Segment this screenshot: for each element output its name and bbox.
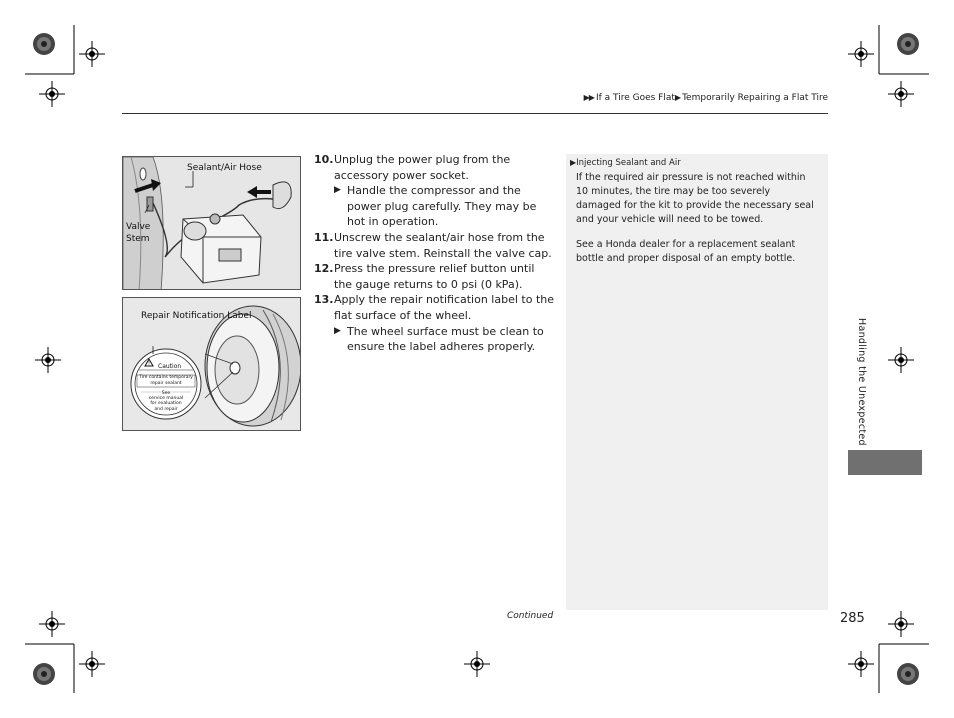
sticker-service-text [139,391,193,412]
sticker-line: service manual [148,396,184,402]
step-10 [314,152,554,183]
note-title [570,158,818,168]
note-paragraph: If the required air pressure is not reached within 10 minutes, the tire may be too severely damaged for the kit to provide the necessary seal and your vehicle will need to be towed. [576,172,814,225]
step-number: 12. [314,262,334,276]
header-rule [122,113,828,114]
note-paragraph: See a Honda dealer for a replacement sealant bottle and proper disposal of an empty bottle. [576,239,796,264]
step-text: Unscrew the sealant/air hose from the tire valve stem. Reinstall the valve cap. [334,230,552,260]
note-title-text: Injecting Sealant and Air [576,158,681,168]
triangle-right-icon: ▶ [334,325,341,336]
svg-text:!: ! [147,361,151,367]
step-10-note [314,183,554,230]
sticker-caution: Caution [158,363,182,370]
note-box [566,154,828,610]
step-subtext: The wheel surface must be clean to ensure the label adheres properly. [347,324,544,354]
continued-label: Continued [507,611,554,621]
sticker-notice-text [137,375,195,386]
figure-sealant-hose [122,156,301,290]
sticker-line: and repair [154,406,178,412]
triangle-right-icon: ▶ [334,185,341,196]
step-text: Apply the repair notification label to the flat surface of the wheel. [334,293,554,322]
step-text: Press the pressure relief button until the gauge returns to 0 psi (0 kPa). [334,262,535,291]
steps-list [314,152,554,355]
step-number: 13. [314,293,334,307]
step-13 [314,292,554,323]
step-12 [314,261,554,292]
breadcrumb-topic[interactable]: Temporarily Repairing a Flat Tire [682,93,828,103]
label-sealant-air-hose: Sealant/Air Hose [187,163,262,173]
step-number: 11. [314,230,334,244]
breadcrumb-section[interactable]: If a Tire Goes Flat [595,93,675,103]
sticker-line: Tire contains temporary [139,375,193,380]
sticker-line: for evaluation [150,401,182,407]
step-13-note [314,324,554,355]
step-text: Unplug the power plug from the accessory power socket. [334,153,511,182]
section-tab-marker [848,450,922,475]
sticker-line: repair sealant [150,380,182,386]
label-valve-stem: Valve Stem [126,222,151,244]
step-11 [314,230,554,261]
step-number: 10. [314,153,334,166]
triangle-right-icon: ▶▶ [583,93,594,102]
step-subtext: Handle the compressor and the power plug carefully. They may be hot in operation. [347,184,537,229]
reference-arrow-icon: ▶ [570,158,577,167]
figure-repair-label [122,297,301,431]
triangle-right-icon: ▶ [674,93,681,102]
label-repair-notification: Repair Notification Label [141,311,252,321]
breadcrumb [584,93,828,103]
page-number: 285 [840,611,865,626]
section-tab-label: Handling the Unexpected [856,318,867,446]
sticker-line: See [161,391,171,396]
